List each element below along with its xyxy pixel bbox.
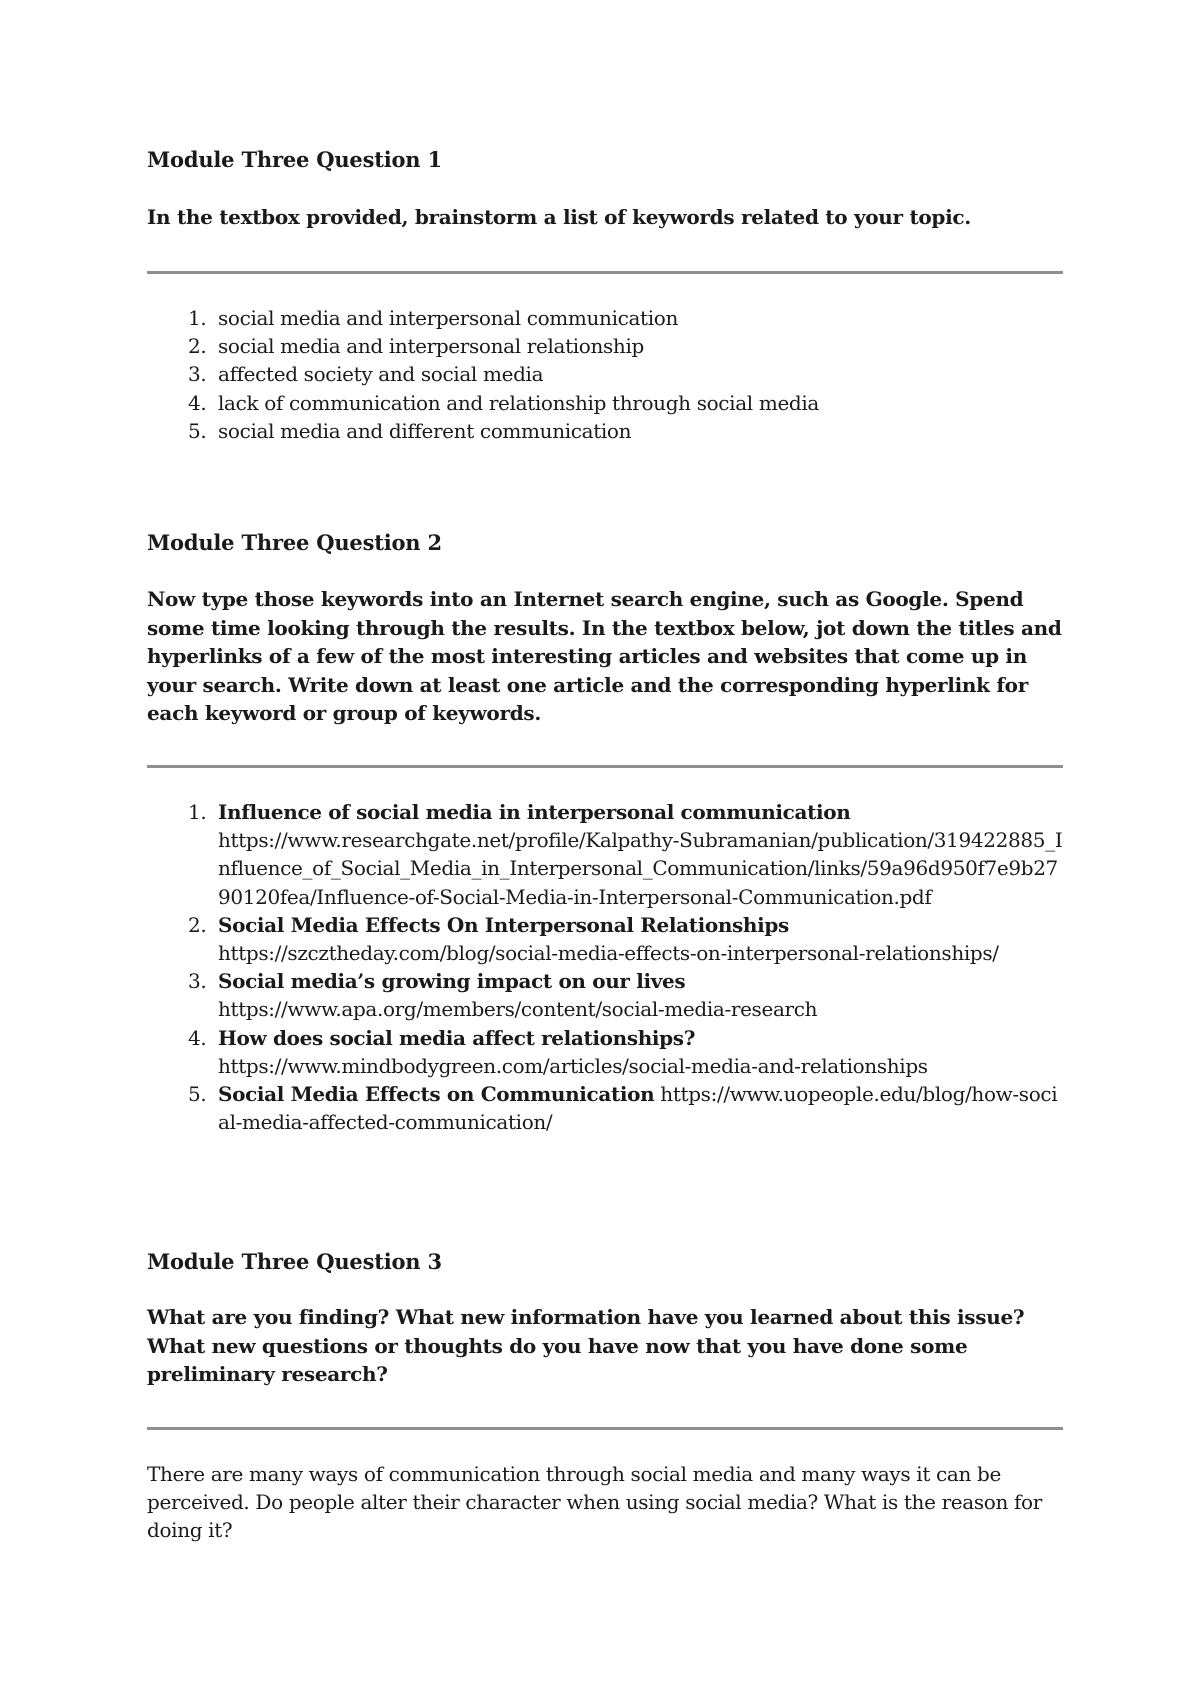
article-title: How does social media affect relationships? <box>218 1025 696 1050</box>
article-item: 1. Influence of social media in interpersonal communication https://www.researchgate.net/profile/Kalpathy-Subramanian/publication/319422885_Influence_of_Social_Media_in_Interpersonal_Communication/links/59a96d950f7e9b2790120fea/Influence-of-Social-Media-in-Interpersonal-Communication.pdf <box>188 800 1063 909</box>
q1-prompt: In the textbox provided, brainstorm a list of keywords related to your topic. <box>147 205 971 229</box>
q1-heading: Module Three Question 1 <box>147 147 442 172</box>
q3-heading: Module Three Question 3 <box>147 1249 442 1274</box>
article-item: 3. Social media’s growing impact on our lives https://www.apa.org/members/content/social-media-research <box>188 969 818 1022</box>
article-link[interactable]: https://www.uopeople.edu/blog/how-social-media-affected-communication/ <box>218 1082 1058 1135</box>
q3-textbox-divider <box>147 1427 1063 1430</box>
keyword-item: 2. social media and interpersonal relationship <box>188 334 644 359</box>
article-title: Influence of social media in interpersonal communication <box>218 800 851 824</box>
article-item: 5. Social Media Effects on Communication https://www.uopeople.edu/blog/how-social-media-affected-communication/ <box>188 1082 1058 1135</box>
q1-textbox-divider <box>147 271 1063 274</box>
keyword-item: 3. affected society and social media <box>188 362 544 387</box>
q2-prompt: Now type those keywords into an Internet search engine, such as Google. Spend some time looking through the results. In the textbox below, jot down the titles and hyperlinks of a few of the most interesting articles and websites that come up in your search. Write down at least one article and the corresponding hyperlink for each keyword or group of keywords. <box>147 587 1062 725</box>
article-title: Social media’s growing impact on our lives <box>218 969 686 994</box>
keyword-item: 1. social media and interpersonal communication <box>188 306 679 330</box>
q2-article-list <box>147 798 1063 1136</box>
q3-prompt: What are you finding? What new information have you learned about this issue? What new questions or thoughts do you have now that you have done some preliminary research? <box>147 1305 1025 1386</box>
q3-answer: There are many ways of communication through social media and many ways it can be perceived. Do people alter their character when using social media? What is the reason for doing it? <box>147 1462 1042 1543</box>
article-item: 4. How does social media affect relationships? https://www.mindbodygreen.com/articles/social-media-and-relationships <box>188 1025 928 1078</box>
article-item: 2. Social Media Effects On Interpersonal Relationships https://szcztheday.com/blog/social-media-effects-on-interpersonal-relationships/ <box>188 912 999 966</box>
q2-textbox-divider <box>147 765 1063 768</box>
q2-heading: Module Three Question 2 <box>147 530 442 555</box>
article-title: Social Media Effects on Communication <box>218 1082 655 1107</box>
article-title: Social Media Effects On Interpersonal Relationships <box>218 912 789 937</box>
article-link[interactable]: https://www.mindbodygreen.com/articles/social-media-and-relationships <box>218 1053 928 1078</box>
article-link[interactable]: https://www.apa.org/members/content/social-media-research <box>218 997 818 1022</box>
q1-keyword-list <box>147 304 1063 445</box>
keyword-item: 5. social media and different communication <box>188 418 632 443</box>
keyword-item: 4. lack of communication and relationship through social media <box>188 390 820 415</box>
article-link[interactable]: https://www.researchgate.net/profile/Kalpathy-Subramanian/publication/319422885_Influence_of_Social_Media_in_Interpersonal_Communication/links/59a96d950f7e9b2790120fea/Influence-of-Social-Media-in-Interpersonal-Communication.pdf <box>218 828 1063 909</box>
article-link[interactable]: https://szcztheday.com/blog/social-media-effects-on-interpersonal-relationships/ <box>218 941 999 966</box>
